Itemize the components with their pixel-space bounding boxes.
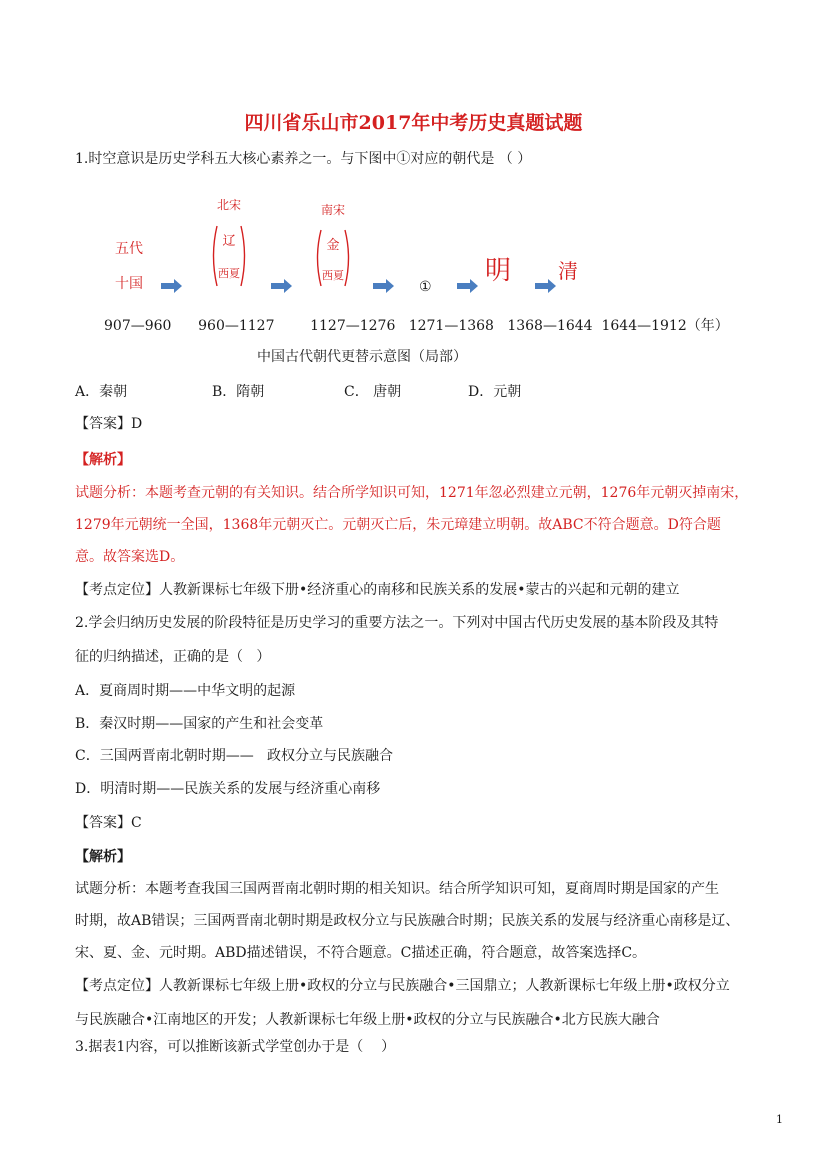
arrow-2-icon xyxy=(271,279,293,293)
timeline-beisong: 北宋 xyxy=(216,198,241,212)
q1-option-d: D．元朝 xyxy=(468,384,522,400)
q1-analysis-line-2: 1279年元朝统一全国，1368年元朝灭亡。元朝灭亡后，朱元璋建立明朝。故ABC不符合题意。D符合题 xyxy=(75,517,721,533)
q1-analysis-line-1: 试题分析：本题考查元朝的有关知识。结合所学知识可知，1271年忽必烈建立元朝，1276年元朝灭掉南宋， xyxy=(75,485,749,501)
timeline-xixia-2: 西夏 xyxy=(322,269,344,282)
q2-analysis-line-2: 时期，故AB错误；三国两晋南北朝时期是政权分立与民族融合时期；民族关系的发展与经济重心南移是辽、 xyxy=(75,913,740,929)
q1-option-a: A．秦朝 xyxy=(75,384,128,400)
arrow-5-icon xyxy=(535,279,557,293)
q1-option-c: C． 唐朝 xyxy=(344,384,402,400)
q2-point-line-1: 【考点定位】人教新课标七年级上册•政权的分立与民族融合•三国鼎立；人教新课标七年级上册•政权分立 xyxy=(75,978,730,994)
timeline-wudai-2: 十国 xyxy=(115,276,143,292)
q2-stem-line-2: 征的归纳描述，正确的是（ ） xyxy=(75,649,271,665)
q1-stem: 1.时空意识是历史学科五大核心素养之一。与下图中①对应的朝代是 （ ） xyxy=(75,151,532,167)
q2-option-b: B．秦汉时期——国家的产生和社会变革 xyxy=(75,716,324,732)
q3-stem: 3.据表1内容，可以推断该新式学堂创办于是（ ） xyxy=(75,1039,396,1055)
q1-option-b: B．隋朝 xyxy=(212,384,265,400)
arrow-1-icon xyxy=(161,279,183,293)
q1-point: 【考点定位】人教新课标七年级下册•经济重心的南移和民族关系的发展•蒙古的兴起和元朝的建立 xyxy=(75,582,680,598)
q2-analysis-line-1: 试题分析：本题考查我国三国两晋南北朝时期的相关知识。结合所学知识可知，夏商周时期是国家的产生 xyxy=(75,881,719,897)
q2-stem-line-1: 2.学会归纳历史发展的阶段特征是历史学习的重要方法之一。下列对中国古代历史发展的基本阶段及其特 xyxy=(75,615,719,631)
page-number: 1 xyxy=(776,1113,783,1126)
q1-answer: 【答案】D xyxy=(75,416,143,432)
timeline-circle-1: ① xyxy=(419,279,432,295)
timeline-jin: 金 xyxy=(326,238,340,253)
document-title: 四川省乐山市2017年中考历史真题试题 xyxy=(244,112,583,134)
arrow-3-icon xyxy=(373,279,395,293)
timeline-qing: 清 xyxy=(558,259,578,283)
q2-answer: 【答案】C xyxy=(75,815,142,831)
q2-point-line-2: 与民族融合•江南地区的开发；人教新课标七年级上册•政权的分立与民族融合•北方民族大融合 xyxy=(75,1012,660,1028)
timeline-wudai-1: 五代 xyxy=(115,241,143,257)
q2-option-c: C．三国两晋南北朝时期—— 政权分立与民族融合 xyxy=(75,748,394,764)
arrow-4-icon xyxy=(457,279,479,293)
timeline-nansong: 南宋 xyxy=(320,203,345,217)
q2-option-d: D．明清时期——民族关系的发展与经济重心南移 xyxy=(75,781,381,797)
timeline-liao: 辽 xyxy=(222,234,236,249)
q1-analysis-label: 【解析】 xyxy=(75,452,131,468)
q2-analysis-label: 【解析】 xyxy=(75,849,131,865)
timeline-caption: 中国古代朝代更替示意图（局部） xyxy=(257,349,467,365)
timeline-years: 907—960 960—1127 1127—1276 1271—1368 1368—1644 1644—1912（年） xyxy=(104,318,729,334)
q2-option-a: A．夏商周时期——中华文明的起源 xyxy=(75,683,296,699)
timeline-ming: 明 xyxy=(485,256,512,286)
q1-analysis-line-3: 意。故答案选D。 xyxy=(75,549,185,565)
q2-analysis-line-3: 宋、夏、金、元时期。ABD描述错误，不符合题意。C描述正确，符合题意，故答案选择C。 xyxy=(75,945,647,961)
timeline-xixia-1: 西夏 xyxy=(218,267,240,280)
